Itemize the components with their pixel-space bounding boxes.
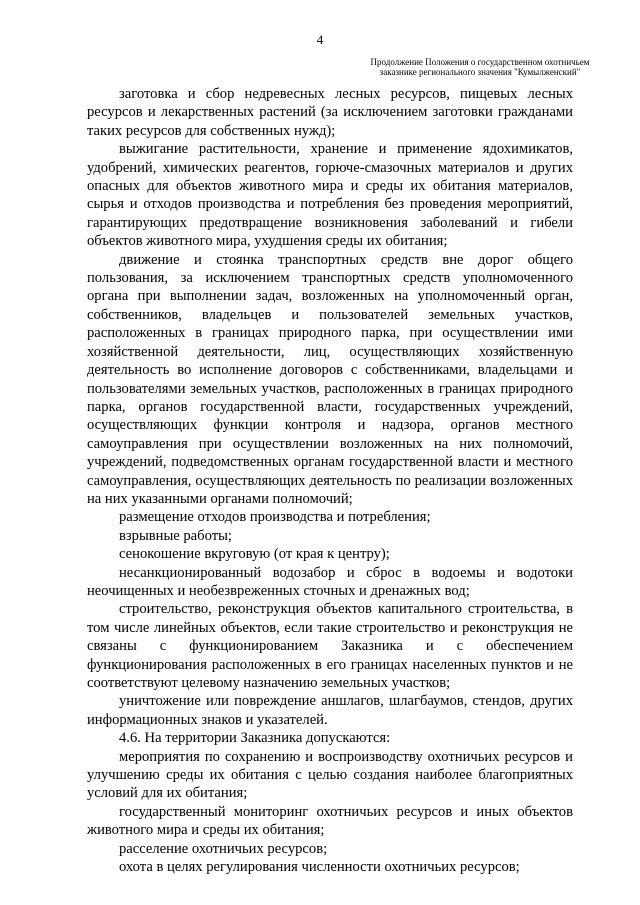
paragraph: движение и стоянка транспортных средств вне дорог общего пользования, за исключением транспортных средств уполномоченного органа при выполнении задач, возложенных на уполномоченный орган, собственников, владельцев и пользователей земельных участков, расположенных в границах природного парка, при осуществлении ими хозяйственной деятельности, лиц, осуществляющих хозяйственную деятельность во исполнение договоров с собственниками, владельцами и пользователями земельных участков, расположенных в границах природного парка, органов государственной власти, государственных учреждений, осуществляющих функции контроля и надзора, органов местного самоуправления при осуществлении возложенных на них полномочий, учреждений, подведомственных органам государственной власти и местного самоуправления, осуществляющих деятельность по реализации возложенных на них указанными органами полномочий; [87, 251, 573, 507]
header-note-line-2: заказнике регионального значения "Кумылженский" [379, 67, 581, 77]
paragraph: охота в целях регулирования численности охотничьих ресурсов; [119, 859, 520, 876]
paragraph: несанкционированный водозабор и сброс в водоемы и водотоки неочищенных и необезвреженных сточных и дренажных вод; [87, 564, 573, 599]
paragraph: мероприятия по сохранению и воспроизводству охотничьих ресурсов и улучшению среды их обитания с целью создания наиболее благоприятных условий для их обитания; [87, 748, 573, 802]
paragraph: взрывные работы; [119, 527, 232, 544]
paragraph: строительство, реконструкция объектов капитального строительства, в том числе линейных объектов, если такие строительство и реконструкция не связаны с функционированием Заказника и с обеспечением функционирования расположенных в его границах населенных пунктов и не соответствуют целевому назначению земельных участков; [87, 601, 573, 691]
page-number: 4 [316, 32, 324, 47]
paragraph: уничтожение или повреждение аншлагов, шлагбаумов, стендов, других информационных знаков и указателей. [87, 693, 573, 728]
document-body [87, 85, 573, 876]
section-heading: 4.6. На территории Заказника допускаются: [119, 730, 391, 747]
header-note [360, 57, 600, 77]
paragraph: сенокошение вкруговую (от края к центру); [119, 546, 390, 563]
paragraph: выжигание растительности, хранение и применение ядохимикатов, удобрений, химических реагентов, горюче-смазочных материалов и других опасных для объектов животного мира и среды их обитания материалов, сырья и отходов производства и потребления без проведения мероприятий, гарантирующих предотвращение возникновения заболеваний и гибели объектов животного мира, ухудшения среды их обитания; [87, 141, 573, 250]
paragraph: государственный мониторинг охотничьих ресурсов и иных объектов животного мира и среды их обитания; [87, 803, 573, 839]
paragraph: размещение отходов производства и потребления; [119, 509, 431, 526]
paragraph: заготовка и сбор недревесных лесных ресурсов, пищевых лесных ресурсов и лекарственных растений (за исключением заготовки гражданами таких ресурсов для собственных нужд); [87, 86, 573, 139]
paragraph: расселение охотничьих ресурсов; [119, 840, 328, 857]
header-note-line-1: Продолжение Положения о государственном охотничьем [370, 57, 590, 67]
